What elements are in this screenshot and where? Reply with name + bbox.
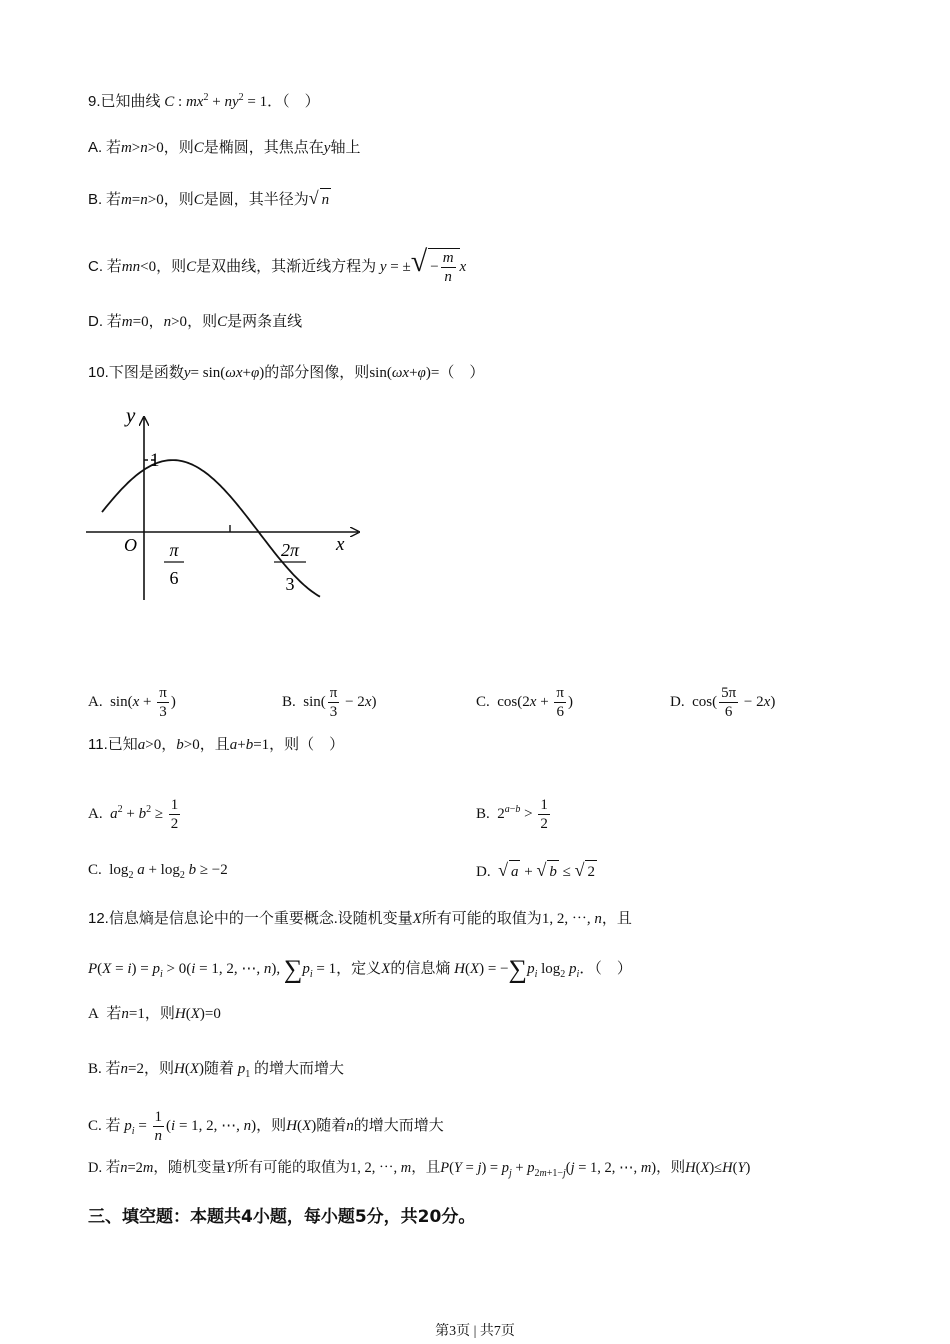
q12-stem: 12.信息熵是信息论中的一个重要概念.设随机变量X所有可能的取值为1, 2, ⋯, n，且 — [88, 910, 632, 927]
q12-option-a[interactable]: A 若n=1，则H(X)=0 — [88, 1006, 221, 1022]
q12-option-c[interactable]: C. 若 $p_i$ = $\frac{1}{n}$ (i = 1, 2, ⋯, n)，则H(X)随着n的增大而增大 — [88, 1109, 444, 1144]
tick2-num: 2π — [280, 540, 300, 560]
q9-number: 9. — [88, 93, 101, 110]
q11-option-c[interactable]: C. $\log_2 a + \log_2 b \ge -2$ — [88, 862, 228, 881]
q10-graph — [80, 398, 380, 608]
q12-option-d[interactable]: D. 若n=2m，随机变量Y所有可能的取值为1, 2, ⋯, m，且$P(Y = j) = p_j + p_{2m+1-j}(j = 1$, 2, ⋯, m)，则H(X)≤H(Y) — [88, 1160, 751, 1179]
q11-option-d[interactable]: D. √ a + √ b ≤ √ 2 — [476, 859, 597, 883]
tick1-num: π — [169, 540, 179, 560]
q12-option-b[interactable]: B. 若n=2，则H(X)随着 $p_1$ 的增大而增大 — [88, 1061, 345, 1080]
section-heading: 三、填空题：本题共4小题，每小题5分，共20分。 — [88, 1207, 476, 1227]
max-label: 1 — [150, 450, 160, 471]
origin-label: O — [124, 535, 137, 555]
q11-stem: 11.已知a>0，b>0，且a+b=1，则（ ） — [88, 736, 345, 753]
q10-option-b[interactable]: B. sin( $\frac{\pi}{3}$ − 2x) — [282, 685, 377, 720]
q9-stem: 9.已知曲线 C : $mx^2 + ny^2 = 1$．（ ） — [88, 92, 320, 110]
q10-option-a[interactable]: A. sin(x + $\frac{\pi}{3}$ ) — [88, 685, 176, 720]
x-axis-label: x — [336, 534, 345, 555]
q9-option-b[interactable]: B. 若m=n>0，则C是圆，其半径为√ n — [88, 187, 331, 211]
tick1-den: 6 — [169, 568, 179, 588]
tick2-den: 3 — [285, 574, 295, 594]
q11-option-a[interactable]: A. $a^2 + b^2$ ≥ $\frac{1}{2}$ — [88, 797, 179, 832]
q11-option-b[interactable]: B. $2^{a-b}$ > $\frac{1}{2}$ — [476, 797, 548, 832]
page-footer: 第3页 | 共7页 — [435, 1324, 515, 1339]
q12-definition: $P(X = i) = p_i > 0(i = 1$, 2, ⋯, n), $\sum p_i = 1$，定义X的信息熵 $H(X) = -\sum p_i$ $\log_2 p_i$．（ ） — [88, 954, 632, 984]
q10-stem: 10.下图是函数y= sin(ωx+φ)的部分图像，则sin(ωx+φ)=（ ） — [88, 364, 485, 381]
q11-number: 11. — [88, 736, 108, 753]
q9-option-c[interactable]: C. 若mn<0，则C是双曲线，其渐近线方程为 y = ±√ − $\frac{m}{n}$ x — [88, 244, 467, 285]
q10-number: 10. — [88, 364, 109, 381]
q9-option-d[interactable]: D. 若m=0，n>0，则C是两条直线 — [88, 313, 303, 330]
q9-option-a[interactable]: A. 若m>n>0，则C是椭圆，其焦点在y轴上 — [88, 139, 361, 156]
q12-number: 12. — [88, 910, 109, 927]
q10-option-c[interactable]: C. cos(2x + $\frac{\pi}{6}$ ) — [476, 685, 573, 720]
q10-option-d[interactable]: D. cos( $\frac{5\pi}{6}$ − 2x) — [670, 685, 776, 720]
y-axis-label: y — [126, 403, 136, 427]
